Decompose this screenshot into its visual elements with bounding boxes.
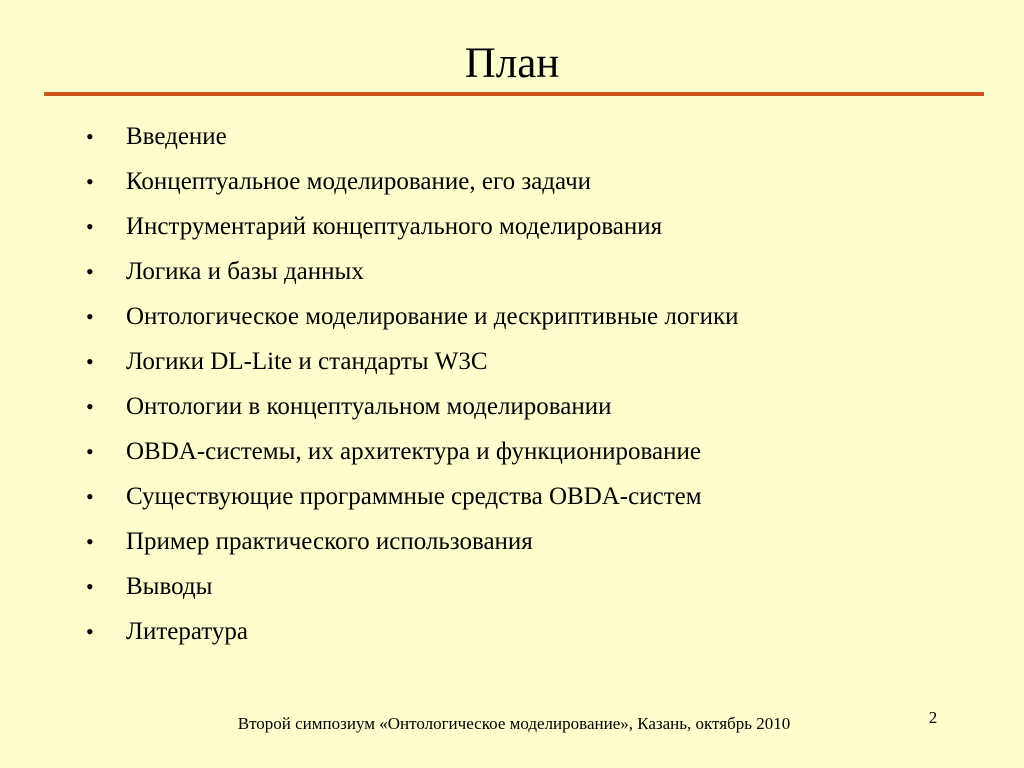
bullet-icon: •	[86, 529, 94, 554]
bullet-icon: •	[86, 574, 94, 599]
list-item-text: Логики DL-Lite и стандарты W3C	[126, 348, 488, 375]
list-item-text: Инструментарий концептуального моделирования	[126, 213, 663, 240]
bullet-icon: •	[86, 619, 94, 644]
bullet-icon: •	[86, 124, 94, 149]
list-item-text: Введение	[126, 123, 227, 150]
slide-footer: Второй симпозиум «Онтологическое моделирование», Казань, октябрь 2010	[237, 714, 791, 733]
page-number: 2	[928, 708, 938, 727]
bullet-icon: •	[86, 349, 94, 374]
list-item-text: Существующие программные средства OBDA-систем	[126, 483, 702, 510]
list-item-text: Литература	[126, 618, 248, 645]
bullet-icon: •	[86, 259, 94, 284]
bullet-icon: •	[86, 484, 94, 509]
list-item-text: Пример практического использования	[126, 528, 533, 555]
bullet-icon: •	[86, 304, 94, 329]
slide-title: План	[464, 40, 560, 87]
bullet-icon: •	[86, 169, 94, 194]
bullet-icon: •	[86, 394, 94, 419]
list-item-text: Онтологии в концептуальном моделировании	[126, 393, 612, 420]
list-item-text: Логика и базы данных	[126, 258, 364, 285]
list-item-text: OBDA-системы, их архитектура и функционирование	[126, 438, 701, 465]
list-item-text: Выводы	[126, 573, 213, 600]
title-divider	[44, 92, 984, 96]
bullet-icon: •	[86, 439, 94, 464]
bullet-icon: •	[86, 214, 94, 239]
list-item-text: Онтологическое моделирование и дескриптивные логики	[126, 303, 739, 330]
list-item-text: Концептуальное моделирование, его задачи	[126, 168, 592, 195]
